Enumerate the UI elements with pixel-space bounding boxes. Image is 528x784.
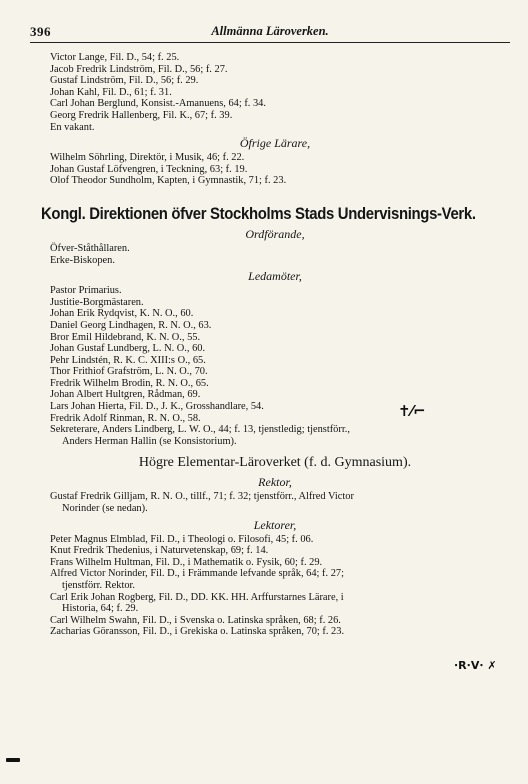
text-line: Daniel Georg Lindhagen, R. N. O., 63. xyxy=(50,319,212,331)
main-heading: Kongl. Direktionen öfver Stockholms Stads Undervisnings-Verk. xyxy=(41,204,476,223)
text-line: Zacharias Göransson, Fil. D., i Grekiska o. Latinska språken, 70; f. 23. xyxy=(50,626,345,638)
text-line: Sekreterare, Anders Lindberg, L. W. O., 44; f. 13, tjenstledig; tjenstförr., xyxy=(50,424,350,436)
text-line: Carl Wilhelm Swahn, Fil. D., i Svenska o. Latinska språken, 68; f. 26. xyxy=(50,614,341,626)
bottom-dash-mark xyxy=(6,758,20,762)
text-line: Jacob Fredrik Lindström, Fil. D., 56; f. 27. xyxy=(50,63,228,75)
text-line: Alfred Victor Norinder, Fil. D., i Främmande lefvande språk, 64; f. 27; xyxy=(50,568,344,580)
text-line: Frans Wilhelm Hultman, Fil. D., i Mathematik o. Fysik, 60; f. 29. xyxy=(50,556,323,568)
lektorer-heading: Lektorer, xyxy=(253,517,297,532)
text-line: Peter Magnus Elmblad, Fil. D., i Theologi o. Filosofi, 45; f. 06. xyxy=(50,533,314,545)
text-line: Knut Fredrik Thedenius, i Naturvetenskap, 69; f. 14. xyxy=(50,545,269,557)
staff-list xyxy=(50,52,500,133)
ordforande-list xyxy=(50,243,500,266)
rektor-heading: Rektor, xyxy=(258,475,292,490)
text-line: Gustaf Lindström, Fil. D., 56; f. 29. xyxy=(50,75,199,87)
page-header xyxy=(30,22,510,43)
text-line: Georg Fredrik Hallenberg, Fil. K., 67; f. 39. xyxy=(50,109,233,121)
handwritten-margin-mark: ∙R∙V∙ ✗ xyxy=(454,659,497,672)
text-line: Norinder (se nedan). xyxy=(62,503,148,515)
rektor-list xyxy=(50,491,500,514)
running-title: Allmänna Läroverken. xyxy=(211,24,329,38)
text-line: Thor Frithiof Grafström, L. N. O., 70. xyxy=(50,366,208,378)
text-line: Gustaf Fredrik Gilljam, R. N. O., tillf., 71; f. 32; tjenstförr., Alfred Victor xyxy=(50,491,354,503)
text-line: Öfver-Ståthållaren. xyxy=(50,242,130,254)
text-line: Victor Lange, Fil. D., 54; f. 25. xyxy=(50,52,180,63)
text-line: En vakant. xyxy=(50,121,95,133)
text-line: Johan Albert Hultgren, Rådman, 69. xyxy=(50,389,201,401)
text-line: Bror Emil Hildebrand, K. N. O., 55. xyxy=(50,331,201,343)
ordforande-heading: Ordförande, xyxy=(245,226,305,241)
ledamoter-list xyxy=(50,285,500,447)
text-line: Fredrik Adolf Rinman, R. N. O., 58. xyxy=(50,412,201,424)
text-line: Johan Gustaf Lundberg, L. N. O., 60. xyxy=(50,343,206,355)
text-line: Historia, 64; f. 29. xyxy=(62,603,139,615)
text-line: Anders Herman Hallin (se Konsistorium). xyxy=(62,435,237,447)
handwritten-cross-mark: ✝⁄⌐ xyxy=(398,402,426,420)
text-line: Pehr Lindstén, R. K. C. XIII:s O., 65. xyxy=(50,354,206,366)
lektorer-list xyxy=(50,534,500,638)
ofrige-list xyxy=(50,152,500,187)
text-line: Justitie-Borgmästaren. xyxy=(50,296,144,308)
text-line: Olof Theodor Sundholm, Kapten, i Gymnastik, 71; f. 23. xyxy=(50,175,287,187)
text-line: Fredrik Wilhelm Brodin, R. N. O., 65. xyxy=(50,377,209,389)
school-heading: Högre Elementar-Läroverket (f. d. Gymnasium). xyxy=(138,455,412,471)
text-line: Wilhelm Söhrling, Direktör, i Musik, 46; f. 22. xyxy=(50,152,245,164)
ledamoter-heading: Ledamöter, xyxy=(248,269,302,284)
text-line: Pastor Primarius. xyxy=(50,285,122,297)
text-line: Carl Johan Berglund, Konsist.-Amanuens, 64; f. 34. xyxy=(50,98,266,110)
text-line: Carl Erik Johan Rogberg, Fil. D., DD. KK. HH. Arffurstarnes Lärare, i xyxy=(50,591,344,603)
page-number: 396 xyxy=(30,24,51,39)
text-line: tjenstförr. Rektor. xyxy=(62,580,136,591)
page-body xyxy=(41,52,500,638)
text-line: Johan Kahl, Fil. D., 61; f. 31. xyxy=(50,86,172,98)
text-line: Johan Gustaf Löfvengren, i Teckning, 63; f. 19. xyxy=(50,163,248,175)
text-line: Erke-Biskopen. xyxy=(50,254,115,266)
ofrige-heading: Öfrige Lärare, xyxy=(239,136,311,151)
text-line: Lars Johan Hierta, Fil. D., J. K., Grosshandlare, 54. xyxy=(50,401,264,413)
text-line: Johan Erik Rydqvist, K. N. O., 60. xyxy=(50,308,194,320)
